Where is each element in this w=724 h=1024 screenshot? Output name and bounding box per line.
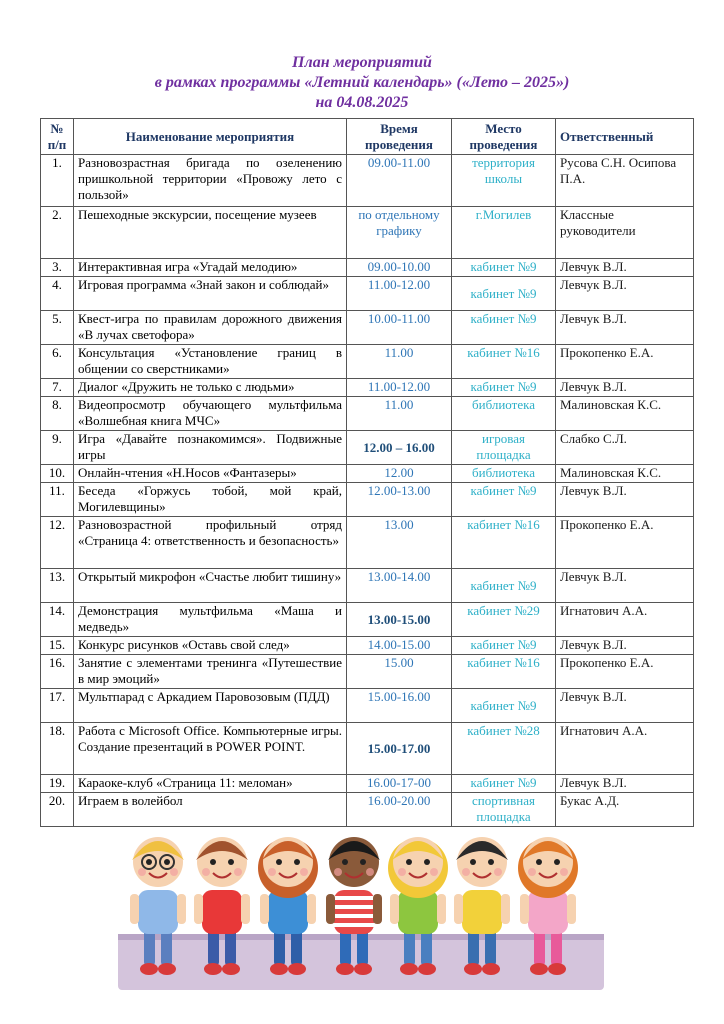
event-time: 15.00-17.00 bbox=[347, 723, 452, 775]
event-time: 15.00-16.00 bbox=[347, 689, 452, 723]
event-responsible: Букас А.Д. bbox=[556, 793, 694, 827]
row-number: 19. bbox=[41, 775, 74, 793]
event-responsible: Левчук В.Л. bbox=[556, 483, 694, 517]
event-place: кабинет №16 bbox=[452, 345, 556, 379]
event-time: 12.00-13.00 bbox=[347, 483, 452, 517]
table-row bbox=[41, 277, 694, 311]
event-place: кабинет №9 bbox=[452, 379, 556, 397]
event-time: 12.00 – 16.00 bbox=[347, 431, 452, 465]
table-row bbox=[41, 569, 694, 603]
table-row bbox=[41, 155, 694, 207]
event-name: Конкурс рисунков «Оставь свой след» bbox=[74, 637, 347, 655]
row-number: 6. bbox=[41, 345, 74, 379]
event-responsible: Левчук В.Л. bbox=[556, 689, 694, 723]
table-row bbox=[41, 397, 694, 431]
event-time: 12.00 bbox=[347, 465, 452, 483]
table-row bbox=[41, 637, 694, 655]
event-name: Разновозрастная бригада по озеленению пришкольной территории «Провожу лето с пользой» bbox=[74, 155, 347, 207]
event-place: библиотека bbox=[452, 465, 556, 483]
event-name: Работа с Microsoft Office. Компьютерные игры. Создание презентаций в POWER POINT. bbox=[74, 723, 347, 775]
row-number: 16. bbox=[41, 655, 74, 689]
event-place: спортивная площадка bbox=[452, 793, 556, 827]
event-responsible: Малиновская К.С. bbox=[556, 397, 694, 431]
event-responsible: Левчук В.Л. bbox=[556, 637, 694, 655]
table-row bbox=[41, 689, 694, 723]
row-number: 9. bbox=[41, 431, 74, 465]
event-responsible: Прокопенко Е.А. bbox=[556, 655, 694, 689]
table-row bbox=[41, 465, 694, 483]
table-row bbox=[41, 655, 694, 689]
event-responsible: Прокопенко Е.А. bbox=[556, 517, 694, 569]
title-line-1: План мероприятий bbox=[292, 54, 432, 71]
event-place: игровая площадка bbox=[452, 431, 556, 465]
event-responsible: Левчук В.Л. bbox=[556, 775, 694, 793]
event-time: 11.00-12.00 bbox=[347, 277, 452, 311]
event-name: Демонстрация мультфильма «Маша и медведь» bbox=[74, 603, 347, 637]
table-body bbox=[41, 155, 694, 827]
row-number: 18. bbox=[41, 723, 74, 775]
page-title bbox=[0, 53, 724, 113]
row-number: 11. bbox=[41, 483, 74, 517]
event-time: 13.00-15.00 bbox=[347, 603, 452, 637]
row-number: 14. bbox=[41, 603, 74, 637]
event-time: 16.00-17-00 bbox=[347, 775, 452, 793]
event-name: Открытый микрофон «Счастье любит тишину» bbox=[74, 569, 347, 603]
event-time: 15.00 bbox=[347, 655, 452, 689]
event-place: кабинет №16 bbox=[452, 517, 556, 569]
event-place: кабинет №9 bbox=[452, 569, 556, 603]
event-time: 09.00-10.00 bbox=[347, 259, 452, 277]
table-row bbox=[41, 517, 694, 569]
event-place: кабинет №16 bbox=[452, 655, 556, 689]
row-number: 10. bbox=[41, 465, 74, 483]
event-time: 13.00 bbox=[347, 517, 452, 569]
table-row bbox=[41, 431, 694, 465]
event-name: Играем в волейбол bbox=[74, 793, 347, 827]
event-name: Квест-игра по правилам дорожного движения «В лучах светофора» bbox=[74, 311, 347, 345]
event-place: кабинет №9 bbox=[452, 483, 556, 517]
event-name: Онлайн-чтения «Н.Носов «Фантазеры» bbox=[74, 465, 347, 483]
event-place: библиотека bbox=[452, 397, 556, 431]
event-time: 11.00-12.00 bbox=[347, 379, 452, 397]
event-name: Игра «Давайте познакомимся». Подвижные игры bbox=[74, 431, 347, 465]
row-number: 3. bbox=[41, 259, 74, 277]
event-place: кабинет №9 bbox=[452, 259, 556, 277]
event-name: Пешеходные экскурсии, посещение музеев bbox=[74, 207, 347, 259]
event-time: 09.00-11.00 bbox=[347, 155, 452, 207]
event-responsible: Малиновская К.С. bbox=[556, 465, 694, 483]
event-responsible: Классные руководители bbox=[556, 207, 694, 259]
event-place: кабинет №28 bbox=[452, 723, 556, 775]
row-number: 4. bbox=[41, 277, 74, 311]
children-illustration bbox=[118, 822, 604, 990]
event-name: Занятие с элементами тренинга «Путешествие в мир эмоций» bbox=[74, 655, 347, 689]
row-number: 12. bbox=[41, 517, 74, 569]
row-number: 17. bbox=[41, 689, 74, 723]
title-line-2: в рамках программы «Летний календарь» («Лето – 2025») bbox=[154, 74, 570, 91]
event-responsible: Слабко С.Л. bbox=[556, 431, 694, 465]
table-row bbox=[41, 775, 694, 793]
event-name: Разновозрастной профильный отряд «Страница 4: ответственность и безопасность» bbox=[74, 517, 347, 569]
table-row bbox=[41, 259, 694, 277]
row-number: 5. bbox=[41, 311, 74, 345]
events-table bbox=[40, 118, 694, 827]
event-time: 13.00-14.00 bbox=[347, 569, 452, 603]
event-responsible: Левчук В.Л. bbox=[556, 569, 694, 603]
event-time: 11.00 bbox=[347, 397, 452, 431]
row-number: 1. bbox=[41, 155, 74, 207]
event-place: кабинет №29 bbox=[452, 603, 556, 637]
table-row bbox=[41, 345, 694, 379]
event-name: Диалог «Дружить не только с людьми» bbox=[74, 379, 347, 397]
event-place: кабинет №9 bbox=[452, 775, 556, 793]
event-name: Беседа «Горжусь тобой, мой край, Могилевщины» bbox=[74, 483, 347, 517]
event-place: г.Могилев bbox=[452, 207, 556, 259]
event-name: Видеопросмотр обучающего мультфильма «Волшебная книга МЧС» bbox=[74, 397, 347, 431]
table-row bbox=[41, 379, 694, 397]
header-time: Время проведения bbox=[347, 119, 452, 155]
event-responsible: Левчук В.Л. bbox=[556, 259, 694, 277]
title-line-3: на 04.08.2025 bbox=[315, 94, 409, 111]
event-responsible: Игнатович А.А. bbox=[556, 603, 694, 637]
event-place: кабинет №9 bbox=[452, 311, 556, 345]
event-name: Мультпарад с Аркадием Паровозовым (ПДД) bbox=[74, 689, 347, 723]
row-number: 15. bbox=[41, 637, 74, 655]
event-responsible: Левчук В.Л. bbox=[556, 311, 694, 345]
event-name: Караоке-клуб «Страница 11: меломан» bbox=[74, 775, 347, 793]
table-row bbox=[41, 723, 694, 775]
event-name: Консультация «Установление границ в общении со сверстниками» bbox=[74, 345, 347, 379]
event-time: 14.00-15.00 bbox=[347, 637, 452, 655]
event-responsible: Игнатович А.А. bbox=[556, 723, 694, 775]
table-row bbox=[41, 207, 694, 259]
row-number: 2. bbox=[41, 207, 74, 259]
event-place: кабинет №9 bbox=[452, 689, 556, 723]
event-responsible: Русова С.Н. Осипова П.А. bbox=[556, 155, 694, 207]
event-time: 10.00-11.00 bbox=[347, 311, 452, 345]
table-row bbox=[41, 483, 694, 517]
event-name: Интерактивная игра «Угадай мелодию» bbox=[74, 259, 347, 277]
event-responsible: Прокопенко Е.А. bbox=[556, 345, 694, 379]
row-number: 20. bbox=[41, 793, 74, 827]
row-number: 7. bbox=[41, 379, 74, 397]
header-responsible: Ответственный bbox=[556, 119, 694, 155]
header-name: Наименование мероприятия bbox=[74, 119, 347, 155]
event-responsible: Левчук В.Л. bbox=[556, 379, 694, 397]
event-name: Игровая программа «Знай закон и соблюдай» bbox=[74, 277, 347, 311]
event-place: кабинет №9 bbox=[452, 277, 556, 311]
header-num: № п/п bbox=[41, 119, 74, 155]
event-responsible: Левчук В.Л. bbox=[556, 277, 694, 311]
table-row bbox=[41, 603, 694, 637]
event-time: 11.00 bbox=[347, 345, 452, 379]
row-number: 8. bbox=[41, 397, 74, 431]
event-place: кабинет №9 bbox=[452, 637, 556, 655]
row-number: 13. bbox=[41, 569, 74, 603]
event-time: 16.00-20.00 bbox=[347, 793, 452, 827]
header-place: Место проведения bbox=[452, 119, 556, 155]
table-row bbox=[41, 311, 694, 345]
event-place: территория школы bbox=[452, 155, 556, 207]
event-time: по отдельному графику bbox=[347, 207, 452, 259]
